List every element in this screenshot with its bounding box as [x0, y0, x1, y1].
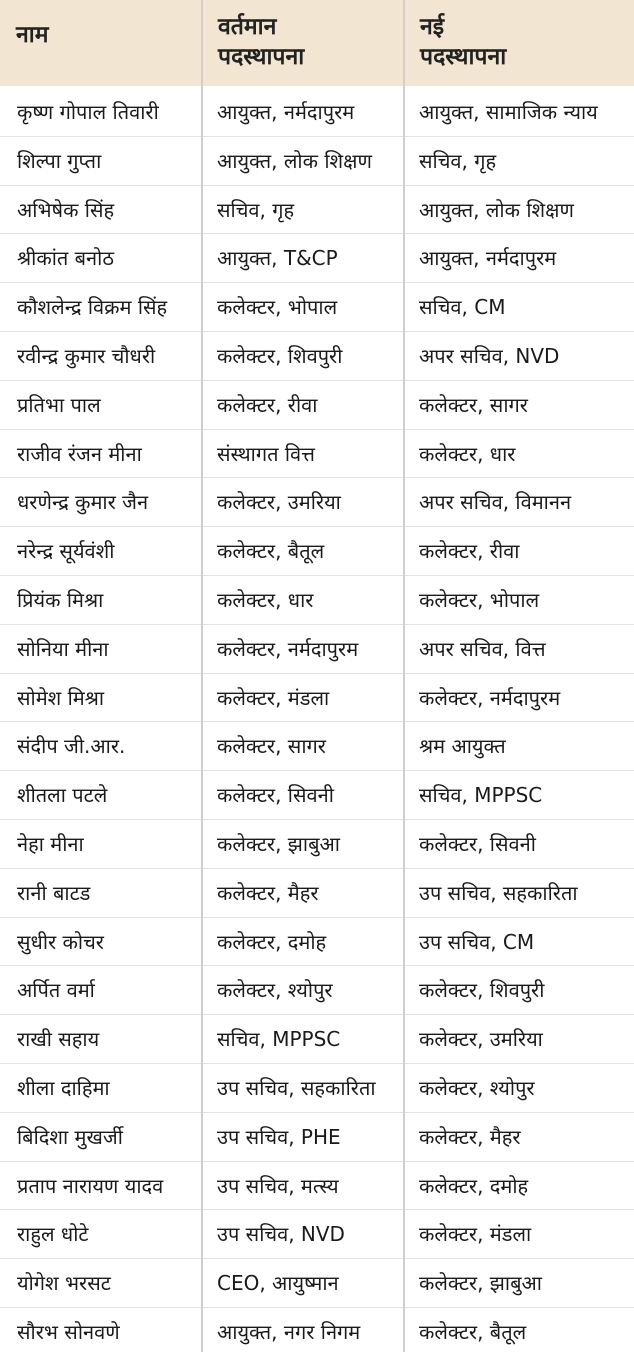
- cell-name: बिदिशा मुखर्जी: [17, 1124, 123, 1149]
- cell-new-posting: कलेक्टर, दमोह: [419, 1173, 529, 1198]
- cell-current-posting: कलेक्टर, नर्मदापुरम: [217, 636, 359, 661]
- cell-new-posting: कलेक्टर, सागर: [419, 392, 528, 417]
- cell-new-posting: आयुक्त, सामाजिक न्याय: [419, 100, 598, 124]
- header-new-line-1: नई: [420, 14, 445, 40]
- cell-name: रवीन्द्र कुमार चौधरी: [17, 343, 156, 368]
- cell-current-posting: उप सचिव, सहकारिता: [217, 1075, 376, 1100]
- cell-current-posting: आयुक्त, T&CP: [217, 246, 338, 271]
- header-current-line-1: वर्तमान: [218, 14, 277, 40]
- table-row: [0, 576, 634, 625]
- cell-name: अभिषेक सिंह: [17, 197, 115, 222]
- cell-current-posting: सचिव, MPPSC: [217, 1027, 341, 1052]
- cell-name: प्रताप नारायण यादव: [17, 1173, 164, 1198]
- cell-new-posting: अपर सचिव, विमानन: [419, 490, 572, 515]
- cell-current-posting: संस्थागत वित्त: [217, 441, 315, 466]
- cell-name: धरणेन्द्र कुमार जैन: [17, 490, 149, 515]
- cell-current-posting: सचिव, गृह: [217, 197, 295, 222]
- cell-new-posting: अपर सचिव, NVD: [419, 343, 560, 368]
- table-row: [0, 625, 634, 674]
- cell-name: सौरभ सोनवणे: [17, 1319, 120, 1344]
- cell-current-posting: आयुक्त, लोक शिक्षण: [217, 148, 372, 173]
- table-row: [0, 527, 634, 576]
- cell-current-posting: कलेक्टर, झाबुआ: [217, 831, 340, 856]
- cell-new-posting: कलेक्टर, श्योपुर: [419, 1075, 535, 1100]
- cell-name: सोमेश मिश्रा: [17, 685, 105, 710]
- cell-name: नेहा मीना: [17, 831, 84, 856]
- table-row: [0, 478, 634, 527]
- table-row: [0, 722, 634, 771]
- cell-name: राहुल धोटे: [17, 1222, 89, 1247]
- cell-current-posting: कलेक्टर, दमोह: [217, 929, 327, 954]
- cell-current-posting: उप सचिव, मत्स्य: [217, 1173, 339, 1198]
- cell-name: नरेन्द्र सूर्यवंशी: [17, 539, 115, 564]
- cell-new-posting: कलेक्टर, बैतूल: [419, 1319, 527, 1344]
- cell-name: राखी सहाय: [17, 1027, 100, 1052]
- table-row: [0, 283, 634, 332]
- cell-name: योगेश भरसट: [17, 1271, 111, 1296]
- cell-name: प्रतिभा पाल: [17, 392, 101, 417]
- cell-new-posting: कलेक्टर, झाबुआ: [419, 1271, 542, 1296]
- cell-name: रानी बाटड: [17, 880, 91, 905]
- cell-current-posting: आयुक्त, नगर निगम: [217, 1319, 361, 1344]
- cell-current-posting: कलेक्टर, रीवा: [217, 392, 318, 417]
- header-current-posting: [202, 0, 404, 86]
- cell-name: राजीव रंजन मीना: [17, 441, 142, 466]
- header-new-line-2: पदस्थापना: [420, 44, 507, 70]
- cell-current-posting: उप सचिव, NVD: [217, 1222, 345, 1247]
- table-row: [0, 88, 634, 137]
- table-row: [0, 966, 634, 1015]
- table-row: [0, 332, 634, 381]
- table-row: [0, 186, 634, 235]
- cell-new-posting: सचिव, गृह: [419, 148, 497, 173]
- cell-name: श्रीकांत बनोठ: [17, 246, 114, 271]
- table-header: [0, 0, 634, 86]
- cell-current-posting: कलेक्टर, धार: [217, 587, 314, 612]
- table-row: [0, 1259, 634, 1308]
- cell-new-posting: कलेक्टर, उमरिया: [419, 1027, 543, 1052]
- cell-current-posting: कलेक्टर, मंडला: [217, 685, 330, 710]
- table-row: [0, 381, 634, 430]
- table-row: [0, 430, 634, 479]
- column-divider: [201, 0, 203, 1352]
- table-row: [0, 1162, 634, 1211]
- cell-new-posting: उप सचिव, CM: [419, 929, 535, 954]
- table-row: [0, 1210, 634, 1259]
- cell-current-posting: आयुक्त, नर्मदापुरम: [217, 100, 355, 124]
- table-row: [0, 918, 634, 967]
- cell-name: अर्पित वर्मा: [17, 978, 95, 1003]
- table-row: [0, 1308, 634, 1357]
- cell-current-posting: कलेक्टर, सागर: [217, 734, 326, 759]
- cell-new-posting: कलेक्टर, नर्मदापुरम: [419, 685, 561, 710]
- cell-name: शिल्पा गुप्ता: [17, 148, 102, 173]
- cell-new-posting: कलेक्टर, मैहर: [419, 1124, 521, 1149]
- cell-name: संदीप जी.आर.: [17, 734, 126, 759]
- table-row: [0, 869, 634, 918]
- cell-name: सोनिया मीना: [17, 636, 109, 661]
- cell-new-posting: कलेक्टर, शिवपुरी: [419, 978, 545, 1003]
- column-divider: [403, 0, 405, 1352]
- cell-new-posting: आयुक्त, लोक शिक्षण: [419, 197, 574, 222]
- cell-new-posting: आयुक्त, नर्मदापुरम: [419, 246, 557, 271]
- cell-new-posting: सचिव, CM: [419, 295, 506, 320]
- cell-new-posting: उप सचिव, सहकारिता: [419, 880, 578, 905]
- table-row: [0, 1113, 634, 1162]
- cell-current-posting: CEO, आयुष्मान: [217, 1271, 339, 1296]
- cell-new-posting: कलेक्टर, धार: [419, 441, 516, 466]
- table-row: [0, 234, 634, 283]
- cell-new-posting: अपर सचिव, वित्त: [419, 636, 546, 661]
- cell-current-posting: कलेक्टर, सिवनी: [217, 783, 334, 808]
- header-name: [0, 0, 202, 86]
- cell-current-posting: कलेक्टर, शिवपुरी: [217, 343, 343, 368]
- header-name-label: नाम: [16, 22, 49, 48]
- cell-new-posting: कलेक्टर, रीवा: [419, 539, 520, 564]
- cell-name: शीतला पटले: [17, 783, 108, 808]
- table-row: [0, 1064, 634, 1113]
- table-row: [0, 820, 634, 869]
- cell-name: प्रियंक मिश्रा: [17, 587, 104, 612]
- cell-current-posting: कलेक्टर, भोपाल: [217, 295, 338, 320]
- header-new-posting: [404, 0, 634, 86]
- header-current-line-2: पदस्थापना: [218, 44, 305, 70]
- cell-name: कौशलेन्द्र विक्रम सिंह: [17, 295, 168, 320]
- cell-new-posting: कलेक्टर, भोपाल: [419, 587, 540, 612]
- cell-new-posting: कलेक्टर, मंडला: [419, 1222, 532, 1247]
- cell-current-posting: कलेक्टर, उमरिया: [217, 490, 341, 515]
- table-row: [0, 1015, 634, 1064]
- cell-name: सुधीर कोचर: [17, 929, 104, 954]
- table-row: [0, 137, 634, 186]
- table-row: [0, 771, 634, 820]
- cell-name: कृष्ण गोपाल तिवारी: [17, 100, 159, 124]
- table-body: [0, 88, 634, 1357]
- cell-name: शीला दाहिमा: [17, 1075, 110, 1100]
- cell-new-posting: सचिव, MPPSC: [419, 783, 543, 808]
- cell-current-posting: उप सचिव, PHE: [217, 1124, 341, 1149]
- cell-new-posting: श्रम आयुक्त: [419, 734, 506, 759]
- cell-current-posting: कलेक्टर, श्योपुर: [217, 978, 333, 1003]
- cell-new-posting: कलेक्टर, सिवनी: [419, 831, 536, 856]
- table-row: [0, 674, 634, 723]
- cell-current-posting: कलेक्टर, बैतूल: [217, 539, 325, 564]
- cell-current-posting: कलेक्टर, मैहर: [217, 880, 319, 905]
